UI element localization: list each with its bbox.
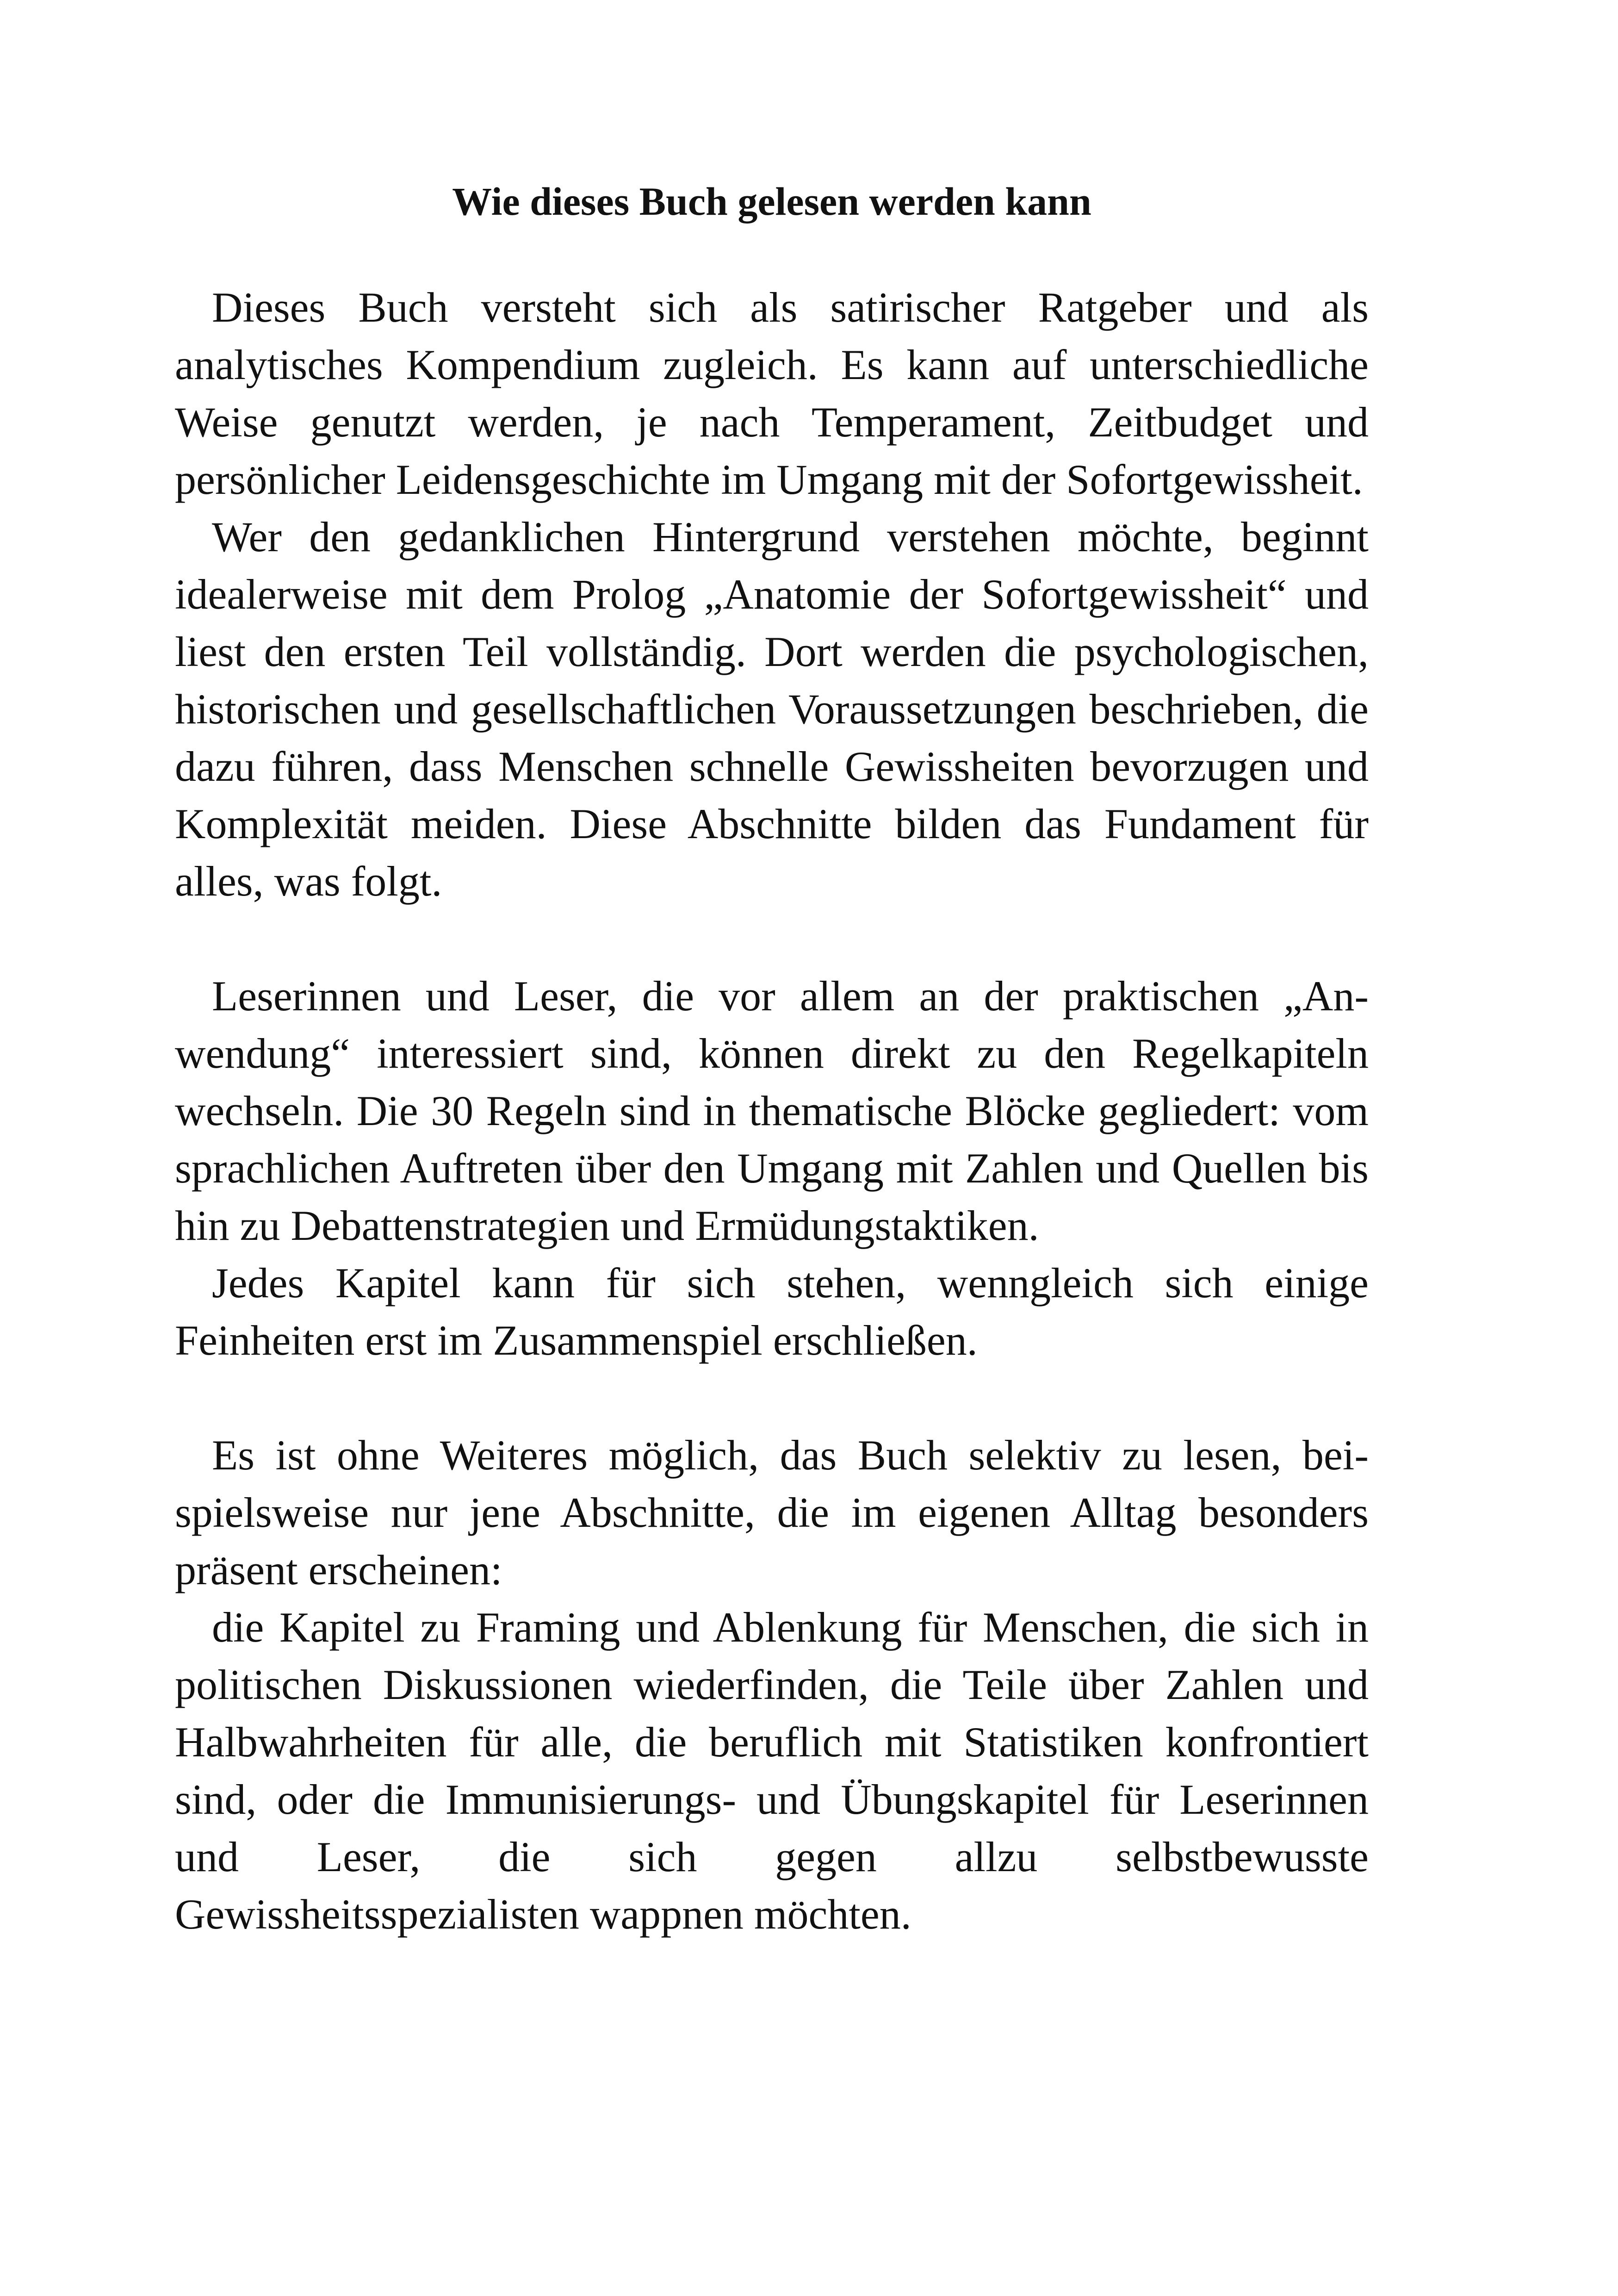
paragraph-background: Wer den gedanklichen Hintergrund verstehen möchte, beginnt idealerweise mit dem Prolog „Anatomie der Sofortgewissheit“ und liest den ersten Teil vollständig. Dort werden die psychologischen, historischen und gesellschaftlichen Voraussetzungen beschrieben, die dazu führen, dass Menschen schnelle Gewissheiten bevorzugen und Komplexität meiden. Diese Abschnitte bilden das Fundament für alles, was folgt. xyxy=(175,513,1369,905)
page xyxy=(175,176,1369,2000)
paragraph-chapters: Jedes Kapitel kann für sich stehen, wenngleich sich einige Feinheiten erst im Zusammenspiel erschließen. xyxy=(175,1259,1369,1364)
paragraph-examples: die Kapitel zu Framing und Ablenkung für Menschen, die sich in politischen Diskussionen wiederfinden, die Teile über Zahlen und Halbwahrheiten für alle, die beruflich mit Statistiken konfrontiert sind, oder die Immunisierungs- und Übungskapitel für Leserinnen und Leser, die sich gegen allzu selbstbewusste Gewissheitsspezialisten wappnen möchten. xyxy=(175,1604,1369,1938)
paragraph-selective: Es ist ohne Weiteres möglich, das Buch selektiv zu lesen, beispielsweise nur jene Abschnitte, die im eigenen Alltag besonders präsent erscheinen: xyxy=(175,1431,1369,1593)
page-title: Wie dieses Buch gelesen werden kann xyxy=(452,179,1091,224)
section-selective xyxy=(175,1426,1369,1943)
paragraph-rules: Leserinnen und Leser, die vor allem an der praktischen „Anwendung“ interessiert sind, können direkt zu den Regelkapiteln wechseln. Die 30 Regeln sind in thematische Blöcke gegliedert: vom sprachlichen Auftreten über den Umgang mit Zahlen und Quellen bis hin zu Debattenstrategien und Ermüdungstaktiken. xyxy=(175,972,1369,1249)
paragraph-intro: Dieses Buch versteht sich als satirischer Ratgeber und als analytisches Kompendium zugleich. Es kann auf unterschiedliche Weise genutzt werden, je nach Temperament, Zeitbudget und persönlicher Leidensgeschichte im Umgang mit der Sofortgewissheit. xyxy=(175,284,1369,503)
section-rules xyxy=(175,967,1369,1369)
section-reading-order xyxy=(175,279,1369,910)
